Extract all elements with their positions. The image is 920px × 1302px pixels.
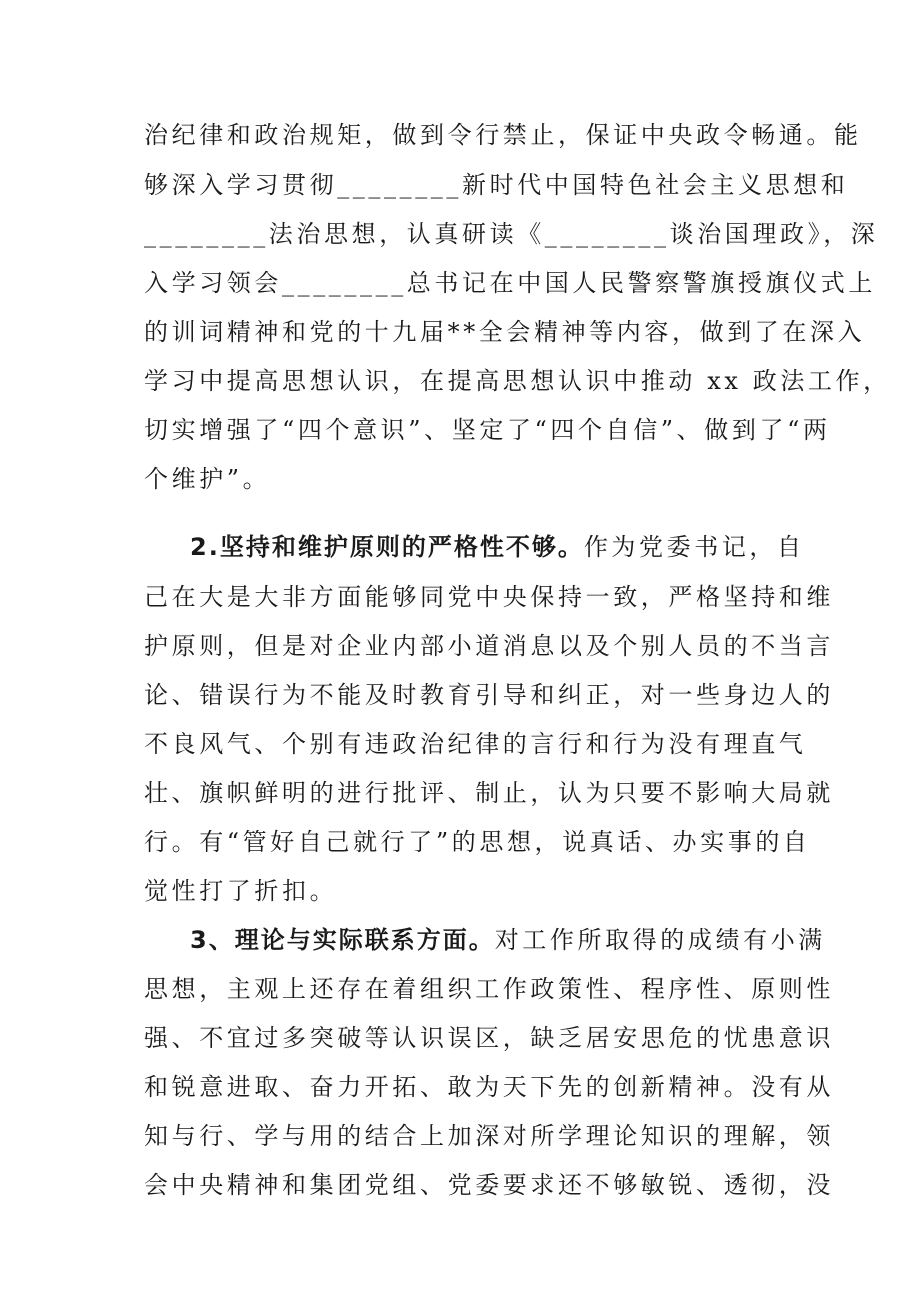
p1-line-1: 治纪律和政治规矩，做到令行禁止，保证中央政令畅通。能 <box>144 121 862 149</box>
p2-line-4: 论、错误行为不能及时教育引导和纠正，对一些身边人的 <box>144 681 834 709</box>
p1-line-4: 入学习领会________总书记在中国人民警察警旗授旗仪式上 <box>144 269 876 297</box>
p3-line-6: 会中央精神和集团党组、党委要求还不够敏锐、透彻，没 <box>144 1171 834 1199</box>
p3-line-3: 强、不宜过多突破等认识误区，缺乏居安思危的忧患意识 <box>144 1024 834 1052</box>
p1-line-7: 切实增强了“四个意识”、坚定了“四个自信”、做到了“两 <box>144 416 831 444</box>
p2-line-5: 不良风气、个别有违政治纪律的言行和行为没有理直气 <box>144 730 807 758</box>
p3-line-2: 思想，主观上还存在着组织工作政策性、程序性、原则性 <box>144 975 834 1003</box>
p3-line-1 <box>190 925 850 955</box>
p1-line-2: 够深入学习贯彻________新时代中国特色社会主义思想和 <box>144 171 849 199</box>
p1-line-6: 学习中提高思想认识，在提高思想认识中推动 xx 政法工作， <box>144 367 891 395</box>
p2-heading: 2.坚持和维护原则的严格性不够。 <box>190 533 584 561</box>
p2-line-2: 己在大是大非方面能够同党中央保持一致，严格坚持和维 <box>144 583 834 611</box>
p3-first-line-rest: 对工作所取得的成绩有小满 <box>494 926 826 954</box>
p3-heading: 3、理论与实际联系方面。 <box>190 926 495 954</box>
p3-line-5: 知与行、学与用的结合上加深对所学理论知识的理解，领 <box>144 1122 834 1150</box>
p2-first-line-rest: 作为党委书记，自 <box>583 533 805 561</box>
p2-line-1 <box>190 532 850 562</box>
p2-line-3: 护原则，但是对企业内部小道消息以及个别人员的不当言 <box>144 632 834 660</box>
p2-line-8: 觉性打了折扣。 <box>144 877 338 905</box>
p1-line-8: 个维护”。 <box>144 465 271 493</box>
p3-line-4: 和锐意进取、奋力开拓、敢为天下先的创新精神。没有从 <box>144 1073 834 1101</box>
p1-line-3: ________法治思想，认真研读《________谈治国理政》，深 <box>144 220 879 248</box>
p1-line-5: 的训词精神和党的十九届**全会精神等内容，做到了在深入 <box>144 318 866 346</box>
p2-line-6: 壮、旗帜鲜明的进行批评、制止，认为只要不影响大局就 <box>144 779 834 807</box>
p2-line-7: 行。有“管好自己就行了”的思想，说真话、办实事的自 <box>144 828 811 856</box>
